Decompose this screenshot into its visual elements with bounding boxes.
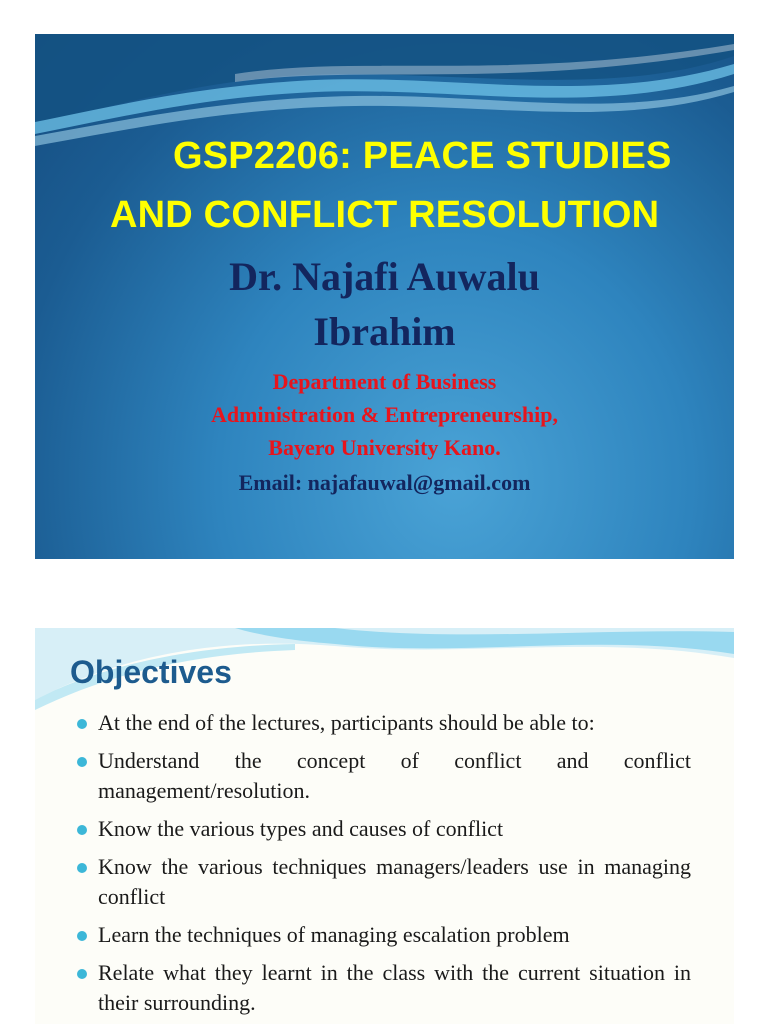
- bullet-text: Learn the techniques of managing escalation problem: [98, 922, 570, 947]
- bullet-text: At the end of the lectures, participants should be able to:: [98, 710, 595, 735]
- list-item: [75, 708, 691, 738]
- list-item: [75, 958, 691, 1018]
- bullet-icon: [77, 969, 87, 979]
- bullet-icon: [77, 825, 87, 835]
- bullet-icon: [77, 757, 87, 767]
- course-title-line-1: GSP2206: PEACE STUDIES: [173, 135, 672, 177]
- bullet-text: Know the various types and causes of conflict: [98, 816, 504, 841]
- title-slide: [35, 34, 734, 559]
- department-line-2: Administration & Entrepreneurship,: [211, 402, 558, 427]
- bullet-icon: [77, 931, 87, 941]
- list-item: [75, 814, 691, 844]
- department-line-3: Bayero University Kano.: [268, 435, 501, 460]
- author-email: Email: najafauwal@gmail.com: [238, 470, 531, 495]
- bullet-icon: [77, 863, 87, 873]
- course-title-line-2: AND CONFLICT RESOLUTION: [110, 194, 660, 236]
- department-line-1: Department of Business: [272, 369, 497, 394]
- bullet-text: Understand the concept of conflict and conflict management/resolution.: [98, 748, 691, 803]
- slide-title: Objectives: [70, 654, 232, 690]
- bullet-icon: [77, 719, 87, 729]
- objectives-list: [75, 708, 691, 1024]
- list-item: [75, 746, 691, 806]
- list-item: [75, 920, 691, 950]
- bullet-text: Know the various techniques managers/leaders use in managing conflict: [98, 854, 691, 909]
- author-name-line-2: Ibrahim: [313, 309, 456, 354]
- objectives-slide: [35, 628, 734, 1024]
- list-item: [75, 852, 691, 912]
- bullet-text: Relate what they learnt in the class with the current situation in their surrounding.: [98, 960, 691, 1015]
- author-name-line-1: Dr. Najafi Auwalu: [229, 254, 540, 299]
